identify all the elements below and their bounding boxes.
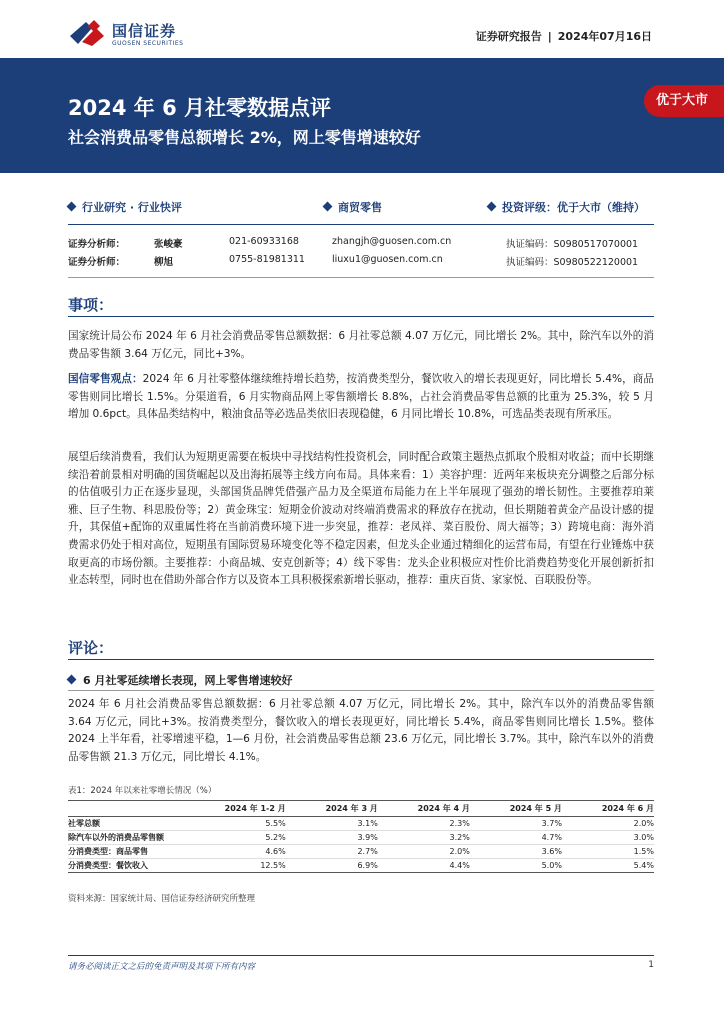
company-logo [68, 18, 208, 52]
sector-label [324, 199, 382, 215]
analyst-label: 证券分析师： [68, 257, 126, 268]
table-header-cell: 2024 年 5 月 [509, 804, 562, 813]
row-label: 除汽车以外的消费品零售额 [68, 833, 164, 842]
diamond-icon [67, 675, 77, 685]
rating-text: 投资评级：优于大市（维持） [502, 201, 645, 214]
table-cell: 3.7% [541, 819, 562, 828]
row-label: 分消费类型：餐饮收入 [68, 861, 148, 870]
divider [68, 690, 654, 691]
diamond-icon [487, 202, 497, 212]
page-header [0, 0, 724, 58]
analyst-row [68, 236, 654, 254]
table-row [68, 817, 654, 831]
table-row [68, 859, 654, 873]
analyst-email[interactable]: zhangjh@guosen.com.cn [332, 236, 452, 247]
table-cell: 5.0% [541, 861, 562, 870]
industry-text: 行业研究 · 行业快评 [82, 201, 182, 214]
diamond-icon [323, 202, 333, 212]
table-row [68, 845, 654, 859]
report-title: 2024 年 6 月社零数据点评 [68, 96, 331, 120]
report-subtitle: 社会消费品零售总额增长 2%，网上零售增速较好 [68, 128, 421, 147]
table-row [68, 831, 654, 845]
info-bar [68, 199, 654, 215]
report-type: 证券研究报告 [475, 30, 542, 43]
subheading-text: 6 月社零延续增长表现，网上零售增速较好 [83, 674, 293, 687]
industry-label [68, 199, 182, 215]
logo-name-cn: 国信证券 [112, 22, 177, 40]
analyst-cert: 执证编码：S0980522120001 [506, 257, 639, 268]
viewpoint-lead: 国信零售观点： [68, 373, 143, 385]
retail-growth-table [68, 800, 654, 873]
diamond-icon [67, 202, 77, 212]
analyst-name: 柳旭 [154, 257, 174, 268]
guosen-logo-icon [68, 18, 106, 48]
comments-paragraph-1: 2024 年 6 月社会消费品零售总额数据：6 月社零总额 4.07 万亿元，同比增长 2%。其中，除汽车以外的消费品零售额 3.64 万亿元，同比+3%。按消费类型分，餐饮收入的增长表现更好，同比增长 5.4%，商品零售则同比增长 1.5%。整体 2024 上半年看，社零增速平稳，1—6 月份，社会消费品零售总额 23.6 万亿元，同比增长 3.7%。其中，除汽车以外的消费品零售额 21.3 万亿元，同比增长 4.1%。 [68, 698, 654, 763]
table-cell: 3.9% [357, 833, 378, 842]
meta-separator: | [547, 30, 552, 43]
events-paragraph-1: 国家统计局公布 2024 年 6 月社会消费品零售总额数据：6 月社零总额 4.07 万亿元，同比增长 2%。其中，除汽车以外的消费品零售额 3.64 万亿元，同比+3%。 [68, 330, 654, 360]
table-cell: 2.0% [633, 819, 654, 828]
viewpoint-text: 2024 年 6 月社零整体继续维持增长趋势，按消费类型分，餐饮收入的增长表现更好，同比增长 5.4%，商品零售则同比增长 1.5%。分渠道看，6 月实物商品网上零售额增长 8.8%，占社会消费品零售总额的比重为 25.3%，较 5 月增加 0.6pct。具体品类结构中，粮油食品等必选品类依旧表现稳健，6 月同比增长 10.8%，可选品类表现有所承压。 [68, 373, 654, 421]
table-cell: 4.4% [449, 861, 470, 870]
row-label: 社零总额 [68, 819, 100, 828]
table-cell: 4.7% [541, 833, 562, 842]
analyst-cert: 执证编码：S0980517070001 [506, 239, 639, 250]
analyst-phone: 0755-81981311 [229, 254, 305, 265]
analyst-row [68, 254, 654, 272]
report-meta [476, 28, 652, 44]
table-header-row [68, 801, 654, 817]
table-header-cell: 2024 年 6 月 [601, 804, 654, 813]
table-caption: 表1：2024 年以来社零增长情况（%） [68, 786, 217, 796]
rating-tag: 优于大市 [644, 85, 724, 117]
divider [68, 224, 654, 225]
divider [68, 277, 654, 278]
table-source: 资料来源：国家统计局、国信证券经济研究所整理 [68, 894, 256, 904]
comments-heading: 评论： [68, 639, 114, 657]
page-number: 1 [648, 960, 654, 970]
analyst-email[interactable]: liuxu1@guosen.com.cn [332, 254, 443, 265]
table-cell: 5.2% [265, 833, 286, 842]
section-divider [68, 659, 654, 660]
sector-text: 商贸零售 [338, 201, 382, 214]
table-cell: 3.6% [541, 847, 562, 856]
table-cell: 12.5% [260, 861, 286, 870]
table-header-cell: 2024 年 4 月 [417, 804, 470, 813]
table-cell: 3.2% [449, 833, 470, 842]
table-cell: 2.7% [357, 847, 378, 856]
comments-subheading [68, 672, 292, 688]
table-header-cell: 2024 年 1-2 月 [224, 804, 286, 813]
events-paragraph-2 [68, 371, 654, 424]
logo-name-en: GUOSEN SECURITIES [112, 40, 184, 47]
events-heading: 事项： [68, 296, 114, 314]
table-cell: 5.5% [265, 819, 286, 828]
table-cell: 3.1% [357, 819, 378, 828]
table-cell: 6.9% [357, 861, 378, 870]
analyst-phone: 021-60933168 [229, 236, 299, 247]
row-label: 分消费类型：商品零售 [68, 847, 148, 856]
table-cell: 1.5% [633, 847, 654, 856]
analyst-list [68, 236, 654, 272]
table-cell: 2.0% [449, 847, 470, 856]
events-paragraph-3: 展望后续消费看，我们认为短期更需要在板块中寻找结构性投资机会，同时配合政策主题热点抓取个股相对收益；而中长期继续沿着前景相对明确的国货崛起以及出海拓展等主线方向布局。具体来看：1）美容护理：近两年来板块充分调整之后部分标的估值吸引力正在逐步显现，头部国货品牌凭借强产品力及全渠道布局能力在上半年展现了强劲的增长韧性。主要推荐珀莱雅、巨子生物、科思股份等；2）黄金珠宝：短期金价波动对终端消费需求的释放存在扰动，但长期随着黄金产品设计感的提升，其保值+配饰的双重属性将在当前消费环境下进一步突显，推荐：老凤祥、菜百股份、周大福等；3）跨境电商：海外消费需求仍处于相对高位，短期虽有国际贸易环境变化等不稳定因素，但龙头企业通过精细化的运营布局，有望在行业锤炼中获取更高的市场份额。主要推荐：小商品城、安克创新等；4）线下零售：龙头企业积极应对性价比消费趋势变化开展创新折扣业态转型，同时也在借助外部合作方以及资本工具积极探索新增长驱动，推荐：重庆百货、家家悦、百联股份等。 [68, 451, 654, 587]
table-cell: 3.0% [633, 833, 654, 842]
table-header-cell [68, 801, 178, 817]
analyst-label: 证券分析师： [68, 239, 126, 250]
section-divider [68, 316, 654, 317]
table-header-cell: 2024 年 3 月 [325, 804, 378, 813]
report-date: 2024年07月16日 [557, 30, 652, 43]
analyst-name: 张峻豪 [154, 239, 183, 250]
footer-disclaimer: 请务必阅读正文之后的免责声明及其项下所有内容 [68, 962, 256, 972]
rating-label [488, 199, 645, 215]
table-cell: 5.4% [633, 861, 654, 870]
table-cell: 2.3% [449, 819, 470, 828]
footer-divider [68, 955, 654, 956]
table-cell: 4.6% [265, 847, 286, 856]
